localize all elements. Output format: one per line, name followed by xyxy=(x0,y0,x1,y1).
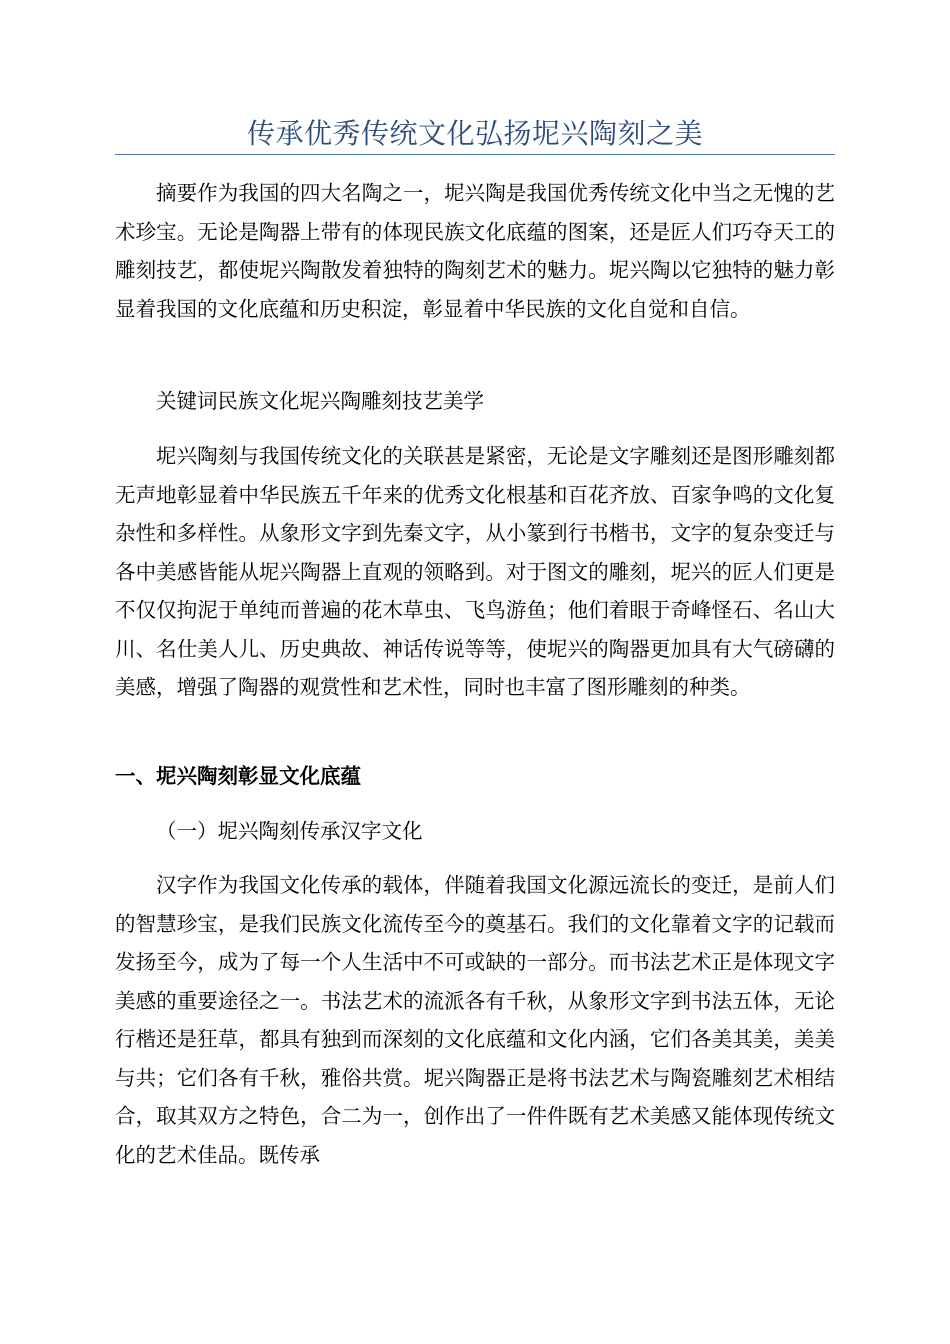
title-underline-divider xyxy=(115,154,835,155)
abstract-paragraph: 摘要作为我国的四大名陶之一，坭兴陶是我国优秀传统文化中当之无愧的艺术珍宝。无论是陶器上带有的体现民族文化底蕴的图案，还是匠人们巧夺天工的雕刻技艺，都使坭兴陶散发着独特的陶刻艺术的魅力。坭兴陶以它独特的魅力彰显着我国的文化底蕴和历史积淀，彰显着中华民族的文化自觉和自信。 xyxy=(115,181,835,321)
section-heading-1: 一、坭兴陶刻彰显文化底蕴 xyxy=(115,764,361,788)
intro-paragraph: 坭兴陶刻与我国传统文化的关联甚是紧密，无论是文字雕刻还是图形雕刻都无声地彰显着中华民族五千年来的优秀文化根基和百花齐放、百家争鸣的文化复杂性和多样性。从象形文字到先秦文字，从小篆到行书楷书，文字的复杂变迁与各中美感皆能从坭兴陶器上直观的领略到。对于图文的雕刻，坭兴的匠人们更是不仅仅拘泥于单纯而普遍的花木草虫、飞鸟游鱼；他们着眼于奇峰怪石、名山大川、名仕美人儿、历史典故、神话传说等等，使坭兴的陶器更加具有大气磅礴的美感，增强了陶器的观赏性和艺术性，同时也丰富了图形雕刻的种类。 xyxy=(115,444,835,699)
subsection-heading-1-1: （一）坭兴陶刻传承汉字文化 xyxy=(156,819,423,843)
document-title: 传承优秀传统文化弘扬坭兴陶刻之美 xyxy=(246,117,703,150)
keywords-line: 关键词民族文化坭兴陶雕刻技艺美学 xyxy=(156,389,484,413)
subsection-1-1-paragraph: 汉字作为我国文化传承的载体，伴随着我国文化源远流长的变迁，是前人们的智慧珍宝，是我们民族文化流传至今的奠基石。我们的文化靠着文字的记载而发扬至今，成为了每一个人生活中不可或缺的一部分。而书法艺术正是体现文字美感的重要途径之一。书法艺术的流派各有千秋，从象形文字到书法五体，无论行楷还是狂草，都具有独到而深刻的文化底蕴和文化内涵，它们各美其美，美美与共；它们各有千秋，雅俗共赏。坭兴陶器正是将书法艺术与陶瓷雕刻艺术相结合，取其双方之特色，合二为一，创作出了一件件既有艺术美感又能体现传统文化的艺术佳品。既传承 xyxy=(115,873,835,1167)
